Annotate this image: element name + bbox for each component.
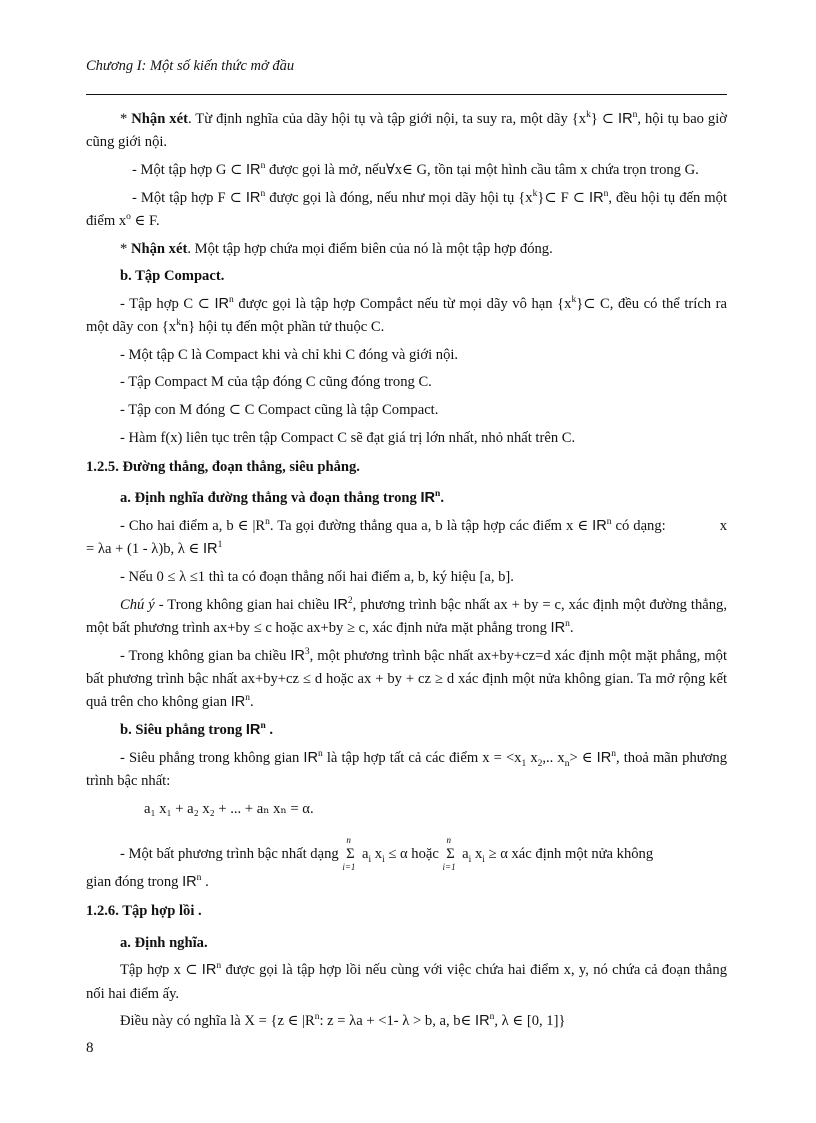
convex-formula: Điều này có nghĩa là X = {z ∈ $|R^n$: z = λa + <1- λ > b, a, b∈ $IR^n$, λ ∈ [0, 1]} [120,1012,566,1030]
hyperplane-equation: a₁ x₁ + a₂ x₂ + ... + aₙ xₙ = α. [144,800,314,817]
heading-1-2-5: 1.2.5. Đường thẳng, đoạn thẳng, siêu phẳng. [86,458,360,475]
heading-line-def: a. Định nghĩa đường thẳng và đoạn thẳng trong $IR^n$. [120,489,444,507]
page-number: 8 [86,1040,94,1056]
heading-convex-def: a. Định nghĩa. [120,934,208,951]
convex-def: Tập hợp x ⊂ $IR^n$ được gọi là tập hợp lồi nếu cùng với việc chứa hai điểm x, y, nó chứa cả đoạn thẳng nối hai điểm ấy. [86,961,727,1002]
compact-prop-3: - Tập con M đóng ⊂ C Compact cũng là tập Compact. [120,401,439,418]
heading-compact: b. Tập Compact. [120,268,225,285]
hyperplane-def: - Siêu phẳng trong không gian $IR^n$ là tập hợp tất cả các điểm $x = <x_1$ $x_2$,.. $x_n>$ ∈ $IR^n$, thoả mãn phương trình bậc nhất: [86,748,727,789]
remark-closed: * Nhận xét. Một tập hợp chứa mọi điểm biên của nó là một tập hợp đóng. [120,240,553,257]
line-equation: x = λa + (1 - λ)b, λ ∈ $IR^1$ [86,517,728,558]
sum-symbol-1: n Σ i=1 [342,834,356,872]
heading-1-2-6: 1.2.6. Tập hợp lồi . [86,903,202,920]
note-3d: - Trong không gian ba chiều $IR^3$, một phương trình bậc nhất ax+by+cz=d xác định một mặt phẳng, một bất phương trình bậc nhất ax+by+cz ≤ d hoặc ax + by + cz ≥ d xác định một nửa không gian. Ta mở rộng kết quả trên cho không gian $IR^n$. [86,646,727,711]
page-body [86,108,727,1038]
compact-prop-4: - Hàm f(x) liên tục trên tập Compact C sẽ đạt giá trị lớn nhất, nhỏ nhất trên C. [120,429,576,446]
compact-prop-1: - Một tập C là Compact khi và chỉ khi C đóng và giới nội. [120,346,459,363]
header-rule [86,94,727,95]
halfspace-inequality-end: gian đóng trong $IR^n$ . [86,873,209,890]
open-set-def: - Một tập hợp G ⊂ $IR^n$ được gọi là mở, nếu∀x∈ G, tồn tại một hình cầu tâm x chứa trọn trong G. [132,161,699,178]
sum-symbol-2: n Σ i=1 [442,834,456,872]
closed-set-def: - Một tập hợp F ⊂ $IR^n$ được gọi là đóng, nếu như mọi dãy hội tụ $\{x^k\}\subset$ F ⊂ $IR^n$, đều hội tụ đến một điểm $x^o$ ∈ F. [86,188,727,229]
chapter-header: Chương I: Một số kiến thức mở đầu [86,58,295,74]
note-2d: Chú ý - Trong không gian hai chiều $IR^2$, phương trình bậc nhất ax + by = c, xác định một đường thẳng, một bất phương trình ax+by ≤ c hoặc ax+by ≥ c, xác định nửa mặt phẳng trong $IR^n$. [86,595,727,636]
remark-bounded: * Nhận xét. Từ định nghĩa của dãy hội tụ và tập giới nội, ta suy ra, một dãy $\{x^k\}$ ⊂ $IR^n$, hội tụ bao giờ cũng giới nội. [86,110,727,151]
segment-def: - Nếu 0 ≤ λ ≤1 thì ta có đoạn thẳng nối hai điểm a, b, ký hiệu [a, b]. [120,568,514,585]
halfspace-inequality: - Một bất phương trình bậc nhất dạng n Σ i=1 $a_i$ $x_i \le \alpha$ hoặc n Σ i=1 $a_i$ $x_i \ge \alpha$ xác định một nửa không [120,834,654,872]
heading-hyperplane: b. Siêu phẳng trong $IR^n$ . [120,721,274,738]
compact-prop-2: - Tập Compact M của tập đóng C cũng đóng trong C. [120,374,432,391]
line-def: - Cho hai điểm a, b ∈ $|R^n$. Ta gọi đường thẳng qua a, b là tập hợp các điểm x ∈ $IR^n$ có dạng: x = λa + (1 - λ)b, λ ∈ $IR^1$ [86,517,728,558]
compact-def: - Tập hợp C ⊂ $IR^n$ được gọi là tập hợp Compắct nếu từ mọi dãy vô hạn $\{x^k\}\subset$ C, đều có thể trích ra một dãy con $\{x^kn\}$ hội tụ đến một phần tử thuộc C. [86,294,727,336]
